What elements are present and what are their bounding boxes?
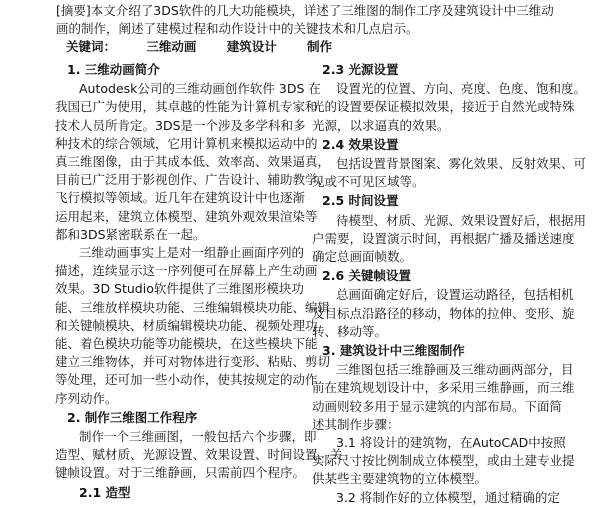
text-line: 造型、赋材质、光源设置、效果设置、时间设置、关 (55, 447, 343, 463)
text-line: 前在建筑规划设计中，多采用三维静画，而三维 (312, 380, 575, 396)
paragraph (55, 80, 331, 244)
paragraph (55, 428, 343, 483)
text-line: 效果。3D Studio软件提供了三维图形模块功 (55, 281, 304, 297)
section-heading: 2.1 造型 (79, 484, 131, 500)
text-line: 待模型、材质、光源、效果设置好后，根据用 (336, 212, 587, 228)
paragraph (312, 361, 596, 434)
text-line: 建立三维物体，并可对物体进行变形、粘贴、剪切 (55, 354, 331, 370)
section-heading: 2. 制作三维图工作程序 (67, 409, 198, 425)
text-line: 户需要，设置演示时间，再根据广播及播送速度 (312, 230, 575, 246)
section-heading: 3. 建筑设计中三维图制作 (322, 343, 465, 359)
text-line: 能、着色模块功能等功能模块，在这些模块下能 (55, 336, 318, 352)
text-line: 及目标点沿路径的移动，物体的拉伸、变形、旋 (312, 305, 575, 321)
section-heading: 2.6 关键帧设置 (322, 268, 411, 284)
text-line: 设置光的位置、方向、亮度、色度、饱和度。 (336, 81, 587, 97)
paragraph (312, 286, 596, 341)
text-line: 运用起来，建筑立体模型、建筑外观效果渲染等 (55, 208, 318, 224)
text-line: 三维动画事实上是对一组静止画面序列的 (79, 245, 305, 261)
keyword-item: 建筑设计 (226, 39, 277, 54)
text-line: 包括设置背景图案、雾化效果、反射效果、可 (336, 156, 587, 172)
abstract-line: 画的制作，阐述了建模过程和动作设计中的关键技术和几点启示。 (56, 21, 419, 36)
text-line: 确定总画面帧数。 (312, 249, 413, 265)
text-line: 三维图包括三维静画及三维动画两部分，目 (336, 362, 574, 378)
text-line: 目前已广泛用于影视创作、广告设计、辅助教学、 (55, 172, 331, 188)
text-line: 述其制作步骤： (312, 416, 400, 432)
text-line: 动画则较多用于显示建筑的内部布局。下面简 (312, 398, 563, 414)
text-line: 序列动作。 (55, 390, 118, 406)
right-column (312, 60, 596, 507)
text-line: 光源，以求逼真的效果。 (312, 117, 450, 133)
text-line: 供某些主要建筑物的立体模型。 (312, 471, 488, 487)
text-line: 描述，连续显示这一序列便可在屏幕上产生动画 (55, 263, 318, 279)
text-line: 3.1 将设计的建筑物，在AutoCAD中按照 (336, 435, 566, 451)
text-line: 3.2 将制作好的立体模型，通过精确的定 (336, 489, 560, 505)
text-line: 飞行模拟等领域。近几年在建筑设计中也逐渐 (55, 190, 306, 206)
left-column (55, 60, 343, 503)
text-line: Autodesk公司的三维动画创作软件 3DS 在 (79, 81, 321, 97)
paragraph (312, 155, 596, 191)
section-heading: 2.3 光源设置 (322, 62, 399, 77)
keywords-label: 关键词： (66, 39, 117, 54)
text-line: 真三维图像，由于其成本低、效率高、效果逼真， (55, 154, 331, 170)
text-line: 转、移动等。 (312, 323, 388, 339)
text-line: 光的设置要保证模拟效果，接近于自然光或特殊 (312, 99, 575, 115)
keyword-item: 三维动画 (146, 39, 197, 54)
text-line: 实际尺寸按比例制成立体模型，或由土建专业提 (312, 453, 575, 469)
abstract-line: [摘要]本文介绍了3DS软件的几大功能模块，详述了三维图的制作工序及建筑设计中三维动 (56, 3, 554, 18)
text-line: 制作一个三维画图，一般包括六个步骤，即 (79, 429, 317, 445)
text-line: 等处理，还可加一些小动作，使其按规定的动作 (55, 372, 318, 388)
text-line: 总画面确定好后，设置运动路径，包括相机 (336, 287, 574, 303)
paragraph (55, 244, 331, 408)
section-heading: 2.4 效果设置 (322, 136, 399, 152)
paragraph (312, 434, 596, 489)
text-line: 键帧设置。对于三维静画，只需前四个程序。 (55, 465, 306, 481)
text-line: 能、三维放样模块功能、三维编辑模块功能、编辑 (55, 299, 331, 315)
text-line: 都和3DS紧密联系在一起。 (55, 226, 206, 242)
paragraph (312, 80, 596, 135)
section-heading: 1. 三维动画简介 (67, 62, 160, 77)
abstract (56, 2, 588, 38)
text-line: 种技术的综合领域，它用计算机来模拟运动中的 (55, 135, 318, 151)
text-line: 和关键帧模块、材质编辑模块功能、视频处理功 (55, 317, 318, 333)
keywords (66, 38, 358, 56)
keyword-item: 制作 (307, 39, 333, 54)
text-line: 技术人员所肯定。3DS是一个涉及多学科和多 (55, 117, 306, 133)
text-line: 见或不可见区域等。 (312, 174, 425, 190)
text-line: 我国已广为使用，其卓越的性能为计算机专家和 (55, 99, 318, 115)
paragraph (312, 212, 596, 267)
paragraph (312, 489, 596, 507)
section-heading: 2.5 时间设置 (322, 193, 399, 209)
